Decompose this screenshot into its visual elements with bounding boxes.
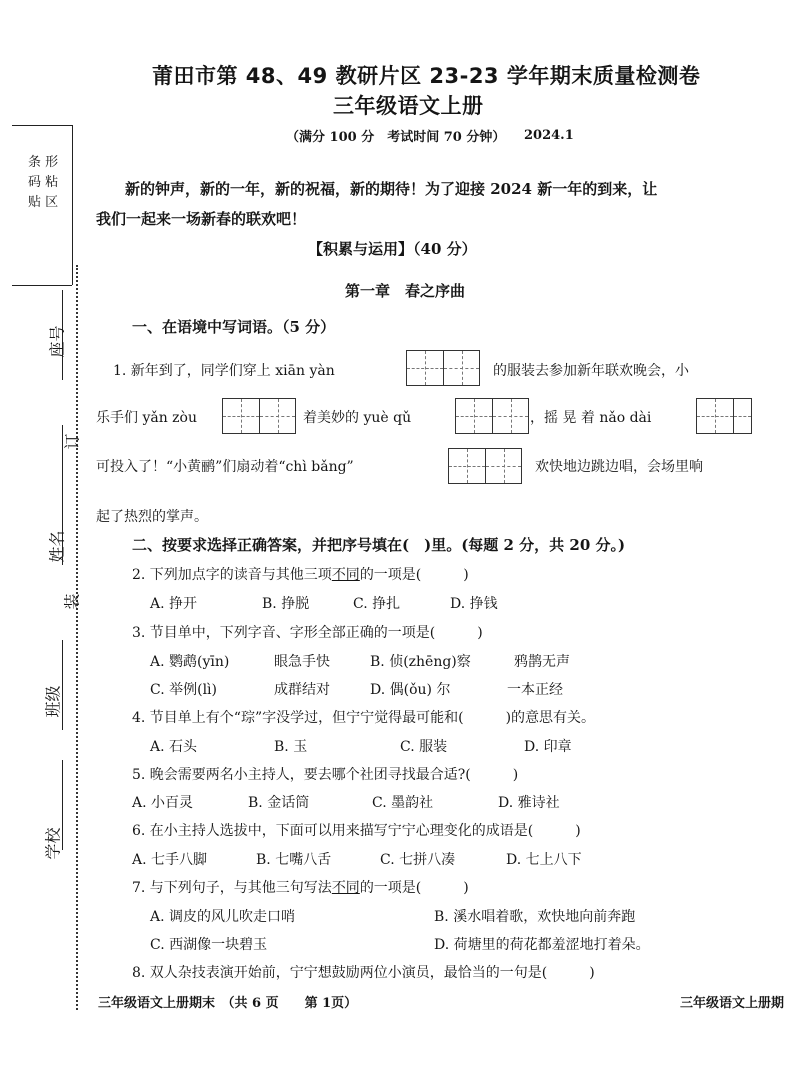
q4-option-c[interactable]: C. 服装 bbox=[400, 739, 448, 755]
q1-text-g: 欢快地边跳边唱，会场里响 bbox=[535, 459, 703, 475]
binding-dotted-line bbox=[76, 265, 78, 1010]
seat-label: 座号 bbox=[47, 325, 67, 358]
q2-option-c[interactable]: C. 挣扎 bbox=[353, 596, 401, 612]
q3-option-b-word: 鸦鹊无声 bbox=[514, 654, 570, 670]
q7-option-a[interactable]: A. 调皮的风儿吹走口哨 bbox=[150, 909, 296, 925]
q5-option-d[interactable]: D. 雅诗社 bbox=[498, 795, 560, 811]
q1-text-h: 起了热烈的掌声。 bbox=[96, 509, 208, 525]
question-3: 3. 节目单中，下列字音、字形全部正确的一项是( ) bbox=[132, 625, 483, 641]
q1-text-f: 可投入了！“小黄鹂”们扇动着“chì bǎng” bbox=[96, 459, 354, 475]
q5-option-c[interactable]: C. 墨韵社 bbox=[372, 795, 434, 811]
q3-option-a[interactable]: A. 鹦鹉(yīn) bbox=[150, 654, 230, 670]
q3-option-b[interactable]: B. 侦(zhēng)察 bbox=[370, 654, 471, 670]
q2-option-b[interactable]: B. 挣脱 bbox=[262, 596, 310, 612]
q4-option-b[interactable]: B. 玉 bbox=[274, 739, 308, 755]
answer-box-yuequ[interactable] bbox=[455, 398, 529, 434]
q6-option-c[interactable]: C. 七拼八凑 bbox=[380, 852, 456, 868]
question-7: 7. 与下列句子，与其他三句写法不同的一项是( ) bbox=[132, 880, 469, 896]
barcode-box-top bbox=[12, 125, 72, 126]
q5-option-a[interactable]: A. 小百灵 bbox=[132, 795, 194, 811]
section-heading: 【积累与运用】（40 分） bbox=[308, 240, 477, 258]
q7-option-b[interactable]: B. 溪水唱着歌，欢快地向前奔跑 bbox=[434, 909, 636, 925]
footer-next-page: 三年级语文上册期 bbox=[680, 996, 785, 1011]
part1-heading: 一、在语境中写词语。（5 分） bbox=[132, 318, 336, 336]
barcode-area-label: 条 形 码 粘 贴 区 bbox=[28, 155, 59, 210]
exam-title: 莆田市第 48、49 教研片区 23-23 学年期末质量检测卷 bbox=[152, 64, 701, 88]
q7-option-d[interactable]: D. 荷塘里的荷花都羞涩地打着朵。 bbox=[434, 937, 650, 953]
q2-option-a[interactable]: A. 挣开 bbox=[150, 596, 198, 612]
q1-text-d: 着美妙的 yuè qǔ bbox=[303, 410, 412, 426]
intro-line-2: 我们一起来一场新春的联欢吧！ bbox=[96, 210, 307, 228]
chapter-heading: 第一章 春之序曲 bbox=[345, 282, 466, 300]
q3-option-c[interactable]: C. 举例(lì) bbox=[150, 682, 217, 698]
exam-subtitle: （满分 100 分 考试时间 70 分钟） bbox=[286, 130, 506, 145]
class-label: 班级 bbox=[43, 685, 63, 718]
question-5: 5. 晚会需要两名小主持人，要去哪个社团寻找最合适?( ) bbox=[132, 767, 519, 783]
q1-text-c: 乐手们 yǎn zòu bbox=[96, 410, 197, 426]
exam-date: 2024.1 bbox=[524, 128, 574, 143]
q3-option-d[interactable]: D. 偶(ǒu) 尔 bbox=[370, 682, 451, 698]
barcode-box-border bbox=[72, 125, 73, 285]
q1-text-a: 1. 新年到了，同学们穿上 xiān yàn bbox=[113, 363, 335, 379]
q5-option-b[interactable]: B. 金话筒 bbox=[248, 795, 310, 811]
question-2: 2. 下列加点字的读音与其他三项不同的一项是( ) bbox=[132, 567, 469, 583]
question-6: 6. 在小主持人选拔中，下面可以用来描写宁宁心理变化的成语是( ) bbox=[132, 823, 581, 839]
ding-label: 订 bbox=[62, 433, 82, 450]
q3-option-a-word: 眼急手快 bbox=[274, 654, 330, 670]
q4-option-d[interactable]: D. 印章 bbox=[524, 739, 572, 755]
q4-option-a[interactable]: A. 石头 bbox=[150, 739, 198, 755]
answer-box-yanzou[interactable] bbox=[222, 398, 296, 434]
zhuang-label: 装 bbox=[62, 593, 82, 610]
q2-option-d[interactable]: D. 挣钱 bbox=[450, 596, 498, 612]
school-label: 学校 bbox=[43, 827, 63, 860]
q1-text-e: ，摇 晃 着 nǎo dài bbox=[530, 410, 652, 426]
q6-option-a[interactable]: A. 七手八脚 bbox=[132, 852, 208, 868]
name-label: 姓名 bbox=[47, 530, 67, 563]
barcode-box-bottom bbox=[12, 285, 72, 286]
question-8: 8. 双人杂技表演开始前，宁宁想鼓励两位小演员，最恰当的一句是( ) bbox=[132, 965, 595, 981]
answer-box-chibang[interactable] bbox=[448, 448, 522, 484]
q3-option-c-word: 成群结对 bbox=[274, 682, 330, 698]
exam-subject-title: 三年级语文上册 bbox=[333, 94, 484, 118]
q1-text-b: 的服装去参加新年联欢晚会，小 bbox=[493, 363, 689, 379]
answer-box-xianyan[interactable] bbox=[406, 350, 480, 386]
question-4: 4. 节目单上有个“琮”字没学过，但宁宁觉得最可能和( )的意思有关。 bbox=[132, 710, 596, 726]
part2-heading: 二、按要求选择正确答案，并把序号填在( )里。(每题 2 分，共 20 分。) bbox=[132, 536, 626, 554]
footer-page-info: 三年级语文上册期末 （共 6 页 第 1页） bbox=[98, 996, 358, 1011]
q6-option-d[interactable]: D. 七上八下 bbox=[506, 852, 582, 868]
q3-option-d-word: 一本正经 bbox=[507, 682, 563, 698]
intro-line-1: 新的钟声，新的一年，新的祝福，新的期待！为了迎接 2024 新一年的到来，让 bbox=[125, 180, 658, 198]
q7-option-c[interactable]: C. 西湖像一块碧玉 bbox=[150, 937, 268, 953]
answer-box-naodai[interactable] bbox=[696, 398, 752, 434]
q6-option-b[interactable]: B. 七嘴八舌 bbox=[256, 852, 332, 868]
